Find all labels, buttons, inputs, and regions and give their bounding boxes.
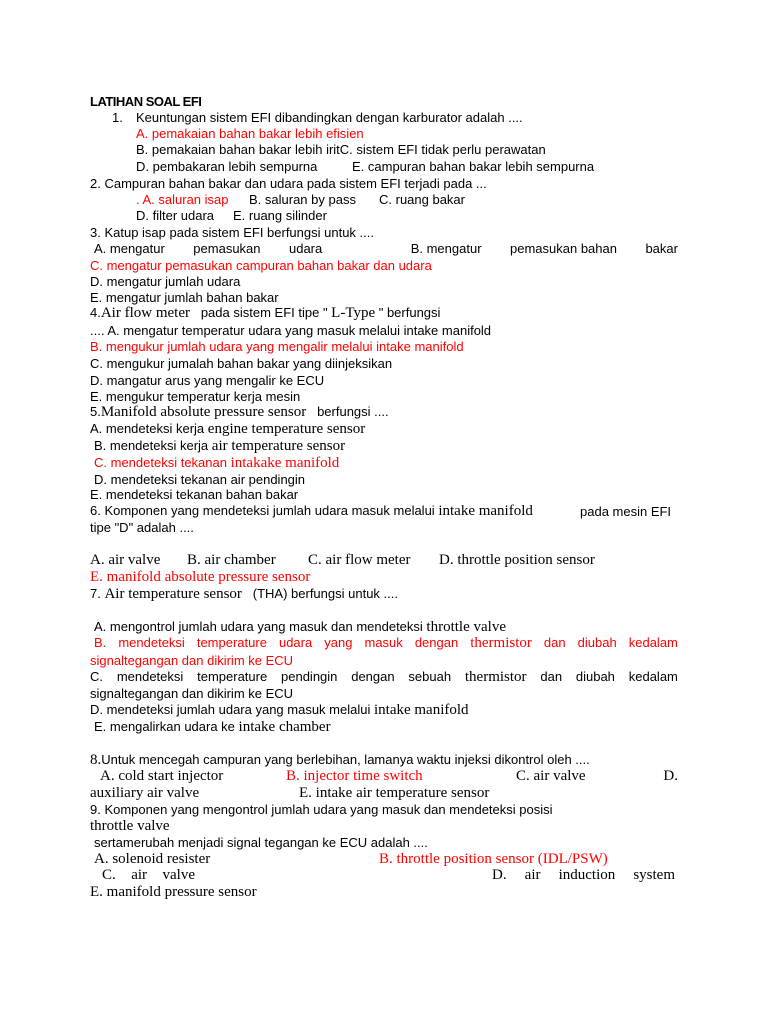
question-8: 8.Untuk mencegah campuran yang berlebihan, lamanya waktu injeksi dikontrol oleh .... [90, 752, 590, 768]
q2-options-abc: . A. saluran isap B. saluran by pass C. ruang bakar [136, 192, 465, 207]
q3-option-d: D. mengatur jumlah udara [90, 274, 241, 289]
q1-option-a-answer: A. pemakaian bahan bakar lebih efisien [136, 126, 364, 141]
q9-option-e: E. manifold pressure sensor [90, 884, 257, 900]
q3-options-ab: A. mengatur pemasukan udara B. mengatur pemasukan bahan bakar [94, 241, 678, 256]
q5-option-d: D. mendeteksi tekanan air pendingin [94, 472, 306, 487]
q4-option-b-answer: B. mengukur jumlah udara yang mengalir melalui intake manifold [90, 339, 464, 354]
q3-option-c-answer: C. mengatur pemasukan campuran bahan bakar dan udara [90, 258, 432, 273]
q7-option-b-answer: B. mendeteksi temperature udara yang masuk dengan thermistor dan diubah kedalam [94, 635, 678, 651]
q4-option-a: .... A. mengatur temperatur udara yang masuk melalui intake manifold [90, 323, 492, 338]
q5-option-a: A. mendeteksi kerja engine temperature sensor [90, 421, 366, 437]
question-3: 3. Katup isap pada sistem EFI berfungsi untuk .... [90, 225, 374, 240]
question-9: 9. Komponen yang mengontrol jumlah udara yang masuk dan mendeteksi posisi [90, 802, 553, 817]
document-page: LATIHAN SOAL EFI 1. Keuntungan sistem EFI dibandingkan dengan karburator adalah .... A. pemakaian bahan bakar lebih efisien B. pemakaian bahan bakar lebih iritC. sistem EFI tidak perlu perawatan D. pembakaran lebih sempurna E. campuran bahan bakar lebih sempurna 2. Campuran bahan bakar dan udara pada sistem EFI terjadi pada ... . A. saluran isap B. saluran by pass C. ruang bakar D. filter udara E. ruang silinder 3. Katup isap pada sistem EFI berfungsi untuk .... A. mengatur pemasukan udara B. mengatur pemasukan bahan bakar C. mengatur pemasukan campuran bahan bakar dan udara D. mengatur jumlah udara E. mengatur jumlah bahan bakar 4.Air flow meter pada sistem EFI tipe " L-Type " berfungsi .... A. mengatur temperatur udara yang masuk melalui intake manifold B. mengukur jumlah udara yang mengalir melalui intake manifold C. mengukur jumalah bahan bakar yang diinjeksikan D. mangatur arus yang mengalir ke ECU E. mengukur temperatur kerja mesin 5.Manifold absolute pressure sensor berfungsi .... A. mendeteksi kerja engine temperature sensor B. mendeteksi kerja air temperature sensor C. mendeteksi tekanan intakake manifold D. mendeteksi tekanan air pendingin E. mendeteksi tekanan bahan bakar 6. Komponen yang mendeteksi jumlah udara masuk melalui intake manifold pada mesin EFI tipe "D" adalah .... A. air valve B. air chamber C. air flow meter D. throttle position sensor E. manifold absolute pressure sensor 7. Air temperature sensor (THA) berfungsi untuk .... A. mengontrol jumlah udara yang masuk dan mendeteksi throttle valve B. mendeteksi temperature udara yang masuk dengan thermistor dan diubah kedalam signaltegangan dan dikirim ke ECU C. mendeteksi temperature pendingin dengan sebuah thermistor dan diubah kedalam signaltegangan dan dikirim ke ECU D. mendeteksi jumlah udara yang masuk melalui intake manifold E. mengalirkan udara ke intake chamber 8.Untuk mencegah campuran yang berlebihan, lamanya waktu injeksi dikontrol oleh .... A. cold start injector B. injector time switch C. air valve D. auxiliary air valve E. intake air temperature sensor 9. Komponen yang mengontrol jumlah udara yang masuk dan mendeteksi posisi throttle valve sertamerubah menjadi signal tegangan ke ECU adalah .... A. solenoid resister B. throttle position sensor (IDL/PSW) C. air valve D. air induction system E. manifold pressure sensor [0, 0, 768, 1024]
q4-option-c: C. mengukur jumalah bahan bakar yang diinjeksikan [90, 356, 393, 371]
q6-option-e-answer: E. manifold absolute pressure sensor [90, 569, 311, 585]
question-6: 6. Komponen yang mendeteksi jumlah udara masuk melalui intake manifold pada mesin EFI [90, 503, 672, 519]
q5-option-c-answer: C. mendeteksi tekanan intakake manifold [94, 455, 340, 471]
q9-option-b-answer: B. throttle position sensor (IDL/PSW) [379, 851, 608, 867]
question-2: 2. Campuran bahan bakar dan udara pada sistem EFI terjadi pada ... [90, 176, 487, 191]
q7-option-e: E. mengalirkan udara ke intake chamber [94, 719, 331, 735]
q8-option-b-answer: B. injector time switch [286, 768, 423, 784]
question-9-term: throttle valve [90, 818, 170, 834]
q7-option-c: C. mendeteksi temperature pendingin dengan sebuah thermistor dan diubah kedalam [90, 669, 678, 685]
q3-option-e: E. mengatur jumlah bahan bakar [90, 290, 279, 305]
q7-option-c-line-2: signaltegangan dan dikirim ke ECU [90, 686, 294, 701]
q7-option-b-line-2: signaltegangan dan dikirim ke ECU [90, 653, 294, 668]
document-title: LATIHAN SOAL EFI [90, 94, 202, 109]
q6-options-abcd: A. air valve B. air chamber C. air flow meter D. throttle position sensor [90, 552, 595, 568]
q5-option-e: E. mendeteksi tekanan bahan bakar [90, 487, 299, 502]
question-6-line-2: tipe "D" adalah .... [90, 520, 194, 535]
q7-option-a: A. mengontrol jumlah udara yang masuk dan mendeteksi throttle valve [94, 619, 506, 635]
q2-option-a-answer: . A. saluran isap [136, 192, 229, 207]
q5-option-b: B. mendeteksi kerja air temperature sensor [94, 438, 346, 454]
q1-option-de: D. pembakaran lebih sempurna E. campuran bahan bakar lebih sempurna [136, 159, 595, 174]
q1-option-bc: B. pemakaian bahan bakar lebih iritC. sistem EFI tidak perlu perawatan [136, 142, 546, 157]
question-5: 5.Manifold absolute pressure sensor berfungsi .... [90, 404, 389, 420]
q8-options-de: auxiliary air valve E. intake air temperature sensor [90, 785, 490, 801]
question-7: 7. Air temperature sensor (THA) berfungsi untuk .... [90, 586, 398, 602]
q4-option-d: D. mangatur arus yang mengalir ke ECU [90, 373, 325, 388]
q4-option-e: E. mengukur temperatur kerja mesin [90, 389, 301, 404]
q7-option-d: D. mendeteksi jumlah udara yang masuk melalui intake manifold [90, 702, 469, 718]
q2-options-de: D. filter udara E. ruang silinder [136, 208, 327, 223]
question-4: 4.Air flow meter pada sistem EFI tipe " L-Type " berfungsi [90, 305, 441, 321]
question-9-line-3: sertamerubah menjadi signal tegangan ke ECU adalah .... [94, 835, 428, 850]
